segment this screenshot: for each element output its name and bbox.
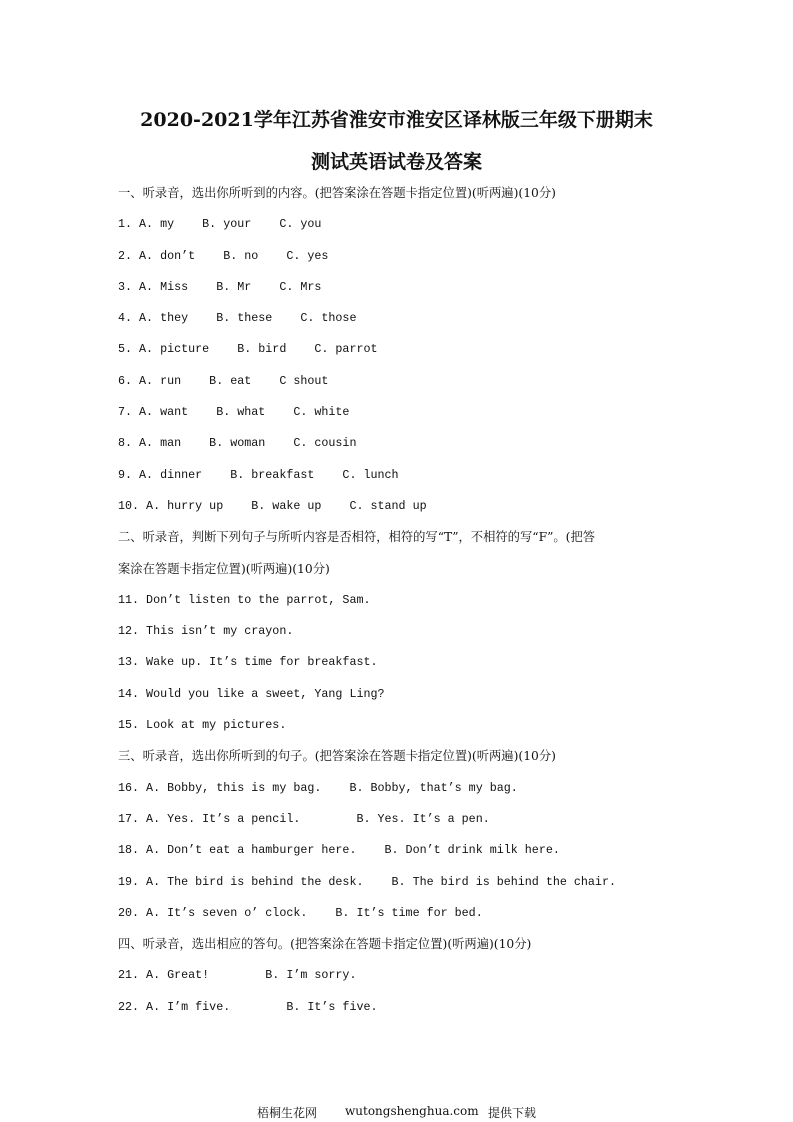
question-item: 10. A. hurry up B. wake up C. stand up <box>118 498 427 513</box>
question-item: 2. A. don’t B. no C. yes <box>118 248 329 263</box>
question-item: 18. A. Don’t eat a hamburger here. B. Don’t drink milk here. <box>118 843 560 858</box>
question-item: 8. A. man B. woman C. cousin <box>118 436 357 451</box>
document-title-line-2: 测试英语试卷及答案 <box>310 151 482 173</box>
question-item: 1. A. my B. your C. you <box>118 217 322 232</box>
question-item: 12. This isn’t my crayon. <box>118 624 294 639</box>
section-heading: 一、听录音，选出你所听到的内容。(把答案涂在答题卡指定位置)(听两遍)(10分) <box>118 186 556 200</box>
question-item: 7. A. want B. what C. white <box>118 405 350 420</box>
question-item: 21. A. Great! B. I’m sorry. <box>118 968 357 983</box>
question-item: 17. A. Yes. It’s a pencil. B. Yes. It’s a pen. <box>118 811 490 826</box>
question-item: 11. Don’t listen to the parrot, Sam. <box>118 592 371 607</box>
footer-note: 提供下载 <box>488 1106 537 1120</box>
question-item: 14. Would you like a sweet, Yang Ling? <box>118 686 385 701</box>
question-item: 16. A. Bobby, this is my bag. B. Bobby, that’s my bag. <box>118 780 518 795</box>
question-item: 20. A. It’s seven o’ clock. B. It’s time for bed. <box>118 905 483 920</box>
question-item: 5. A. picture B. bird C. parrot <box>118 342 378 357</box>
section-heading: 三、听录音，选出你所听到的句子。(把答案涂在答题卡指定位置)(听两遍)(10分) <box>118 749 556 764</box>
question-item: 3. A. Miss B. Mr C. Mrs <box>118 279 322 294</box>
question-item: 19. A. The bird is behind the desk. B. The bird is behind the chair. <box>118 874 616 889</box>
question-item: 13. Wake up. It’s time for breakfast. <box>118 655 378 670</box>
question-item: 22. A. I’m five. B. It’s five. <box>118 999 378 1014</box>
exam-body <box>118 178 688 1023</box>
question-item: 9. A. dinner B. breakfast C. lunch <box>118 467 399 482</box>
question-item: 4. A. they B. these C. those <box>118 311 357 326</box>
question-item: 6. A. run B. eat C shout <box>118 373 329 388</box>
section-heading: 二、听录音，判断下列句子与所听内容是否相符，相符的写“T”，不相符的写“F”。(把答 <box>118 530 596 545</box>
section-heading: 案涂在答题卡指定位置)(听两遍)(10分) <box>118 561 330 576</box>
document-title-line-1: 2020-2021学年江苏省淮安市淮安区译林版三年级下册期末 <box>140 109 653 131</box>
footer-url[interactable]: wutongshenghua.com <box>345 1104 479 1118</box>
question-item: 15. Look at my pictures. <box>118 718 287 733</box>
section-heading: 四、听录音，选出相应的答句。(把答案涂在答题卡指定位置)(听两遍)(10分) <box>118 937 532 952</box>
footer-site-name: 梧桐生花网 <box>257 1106 318 1120</box>
